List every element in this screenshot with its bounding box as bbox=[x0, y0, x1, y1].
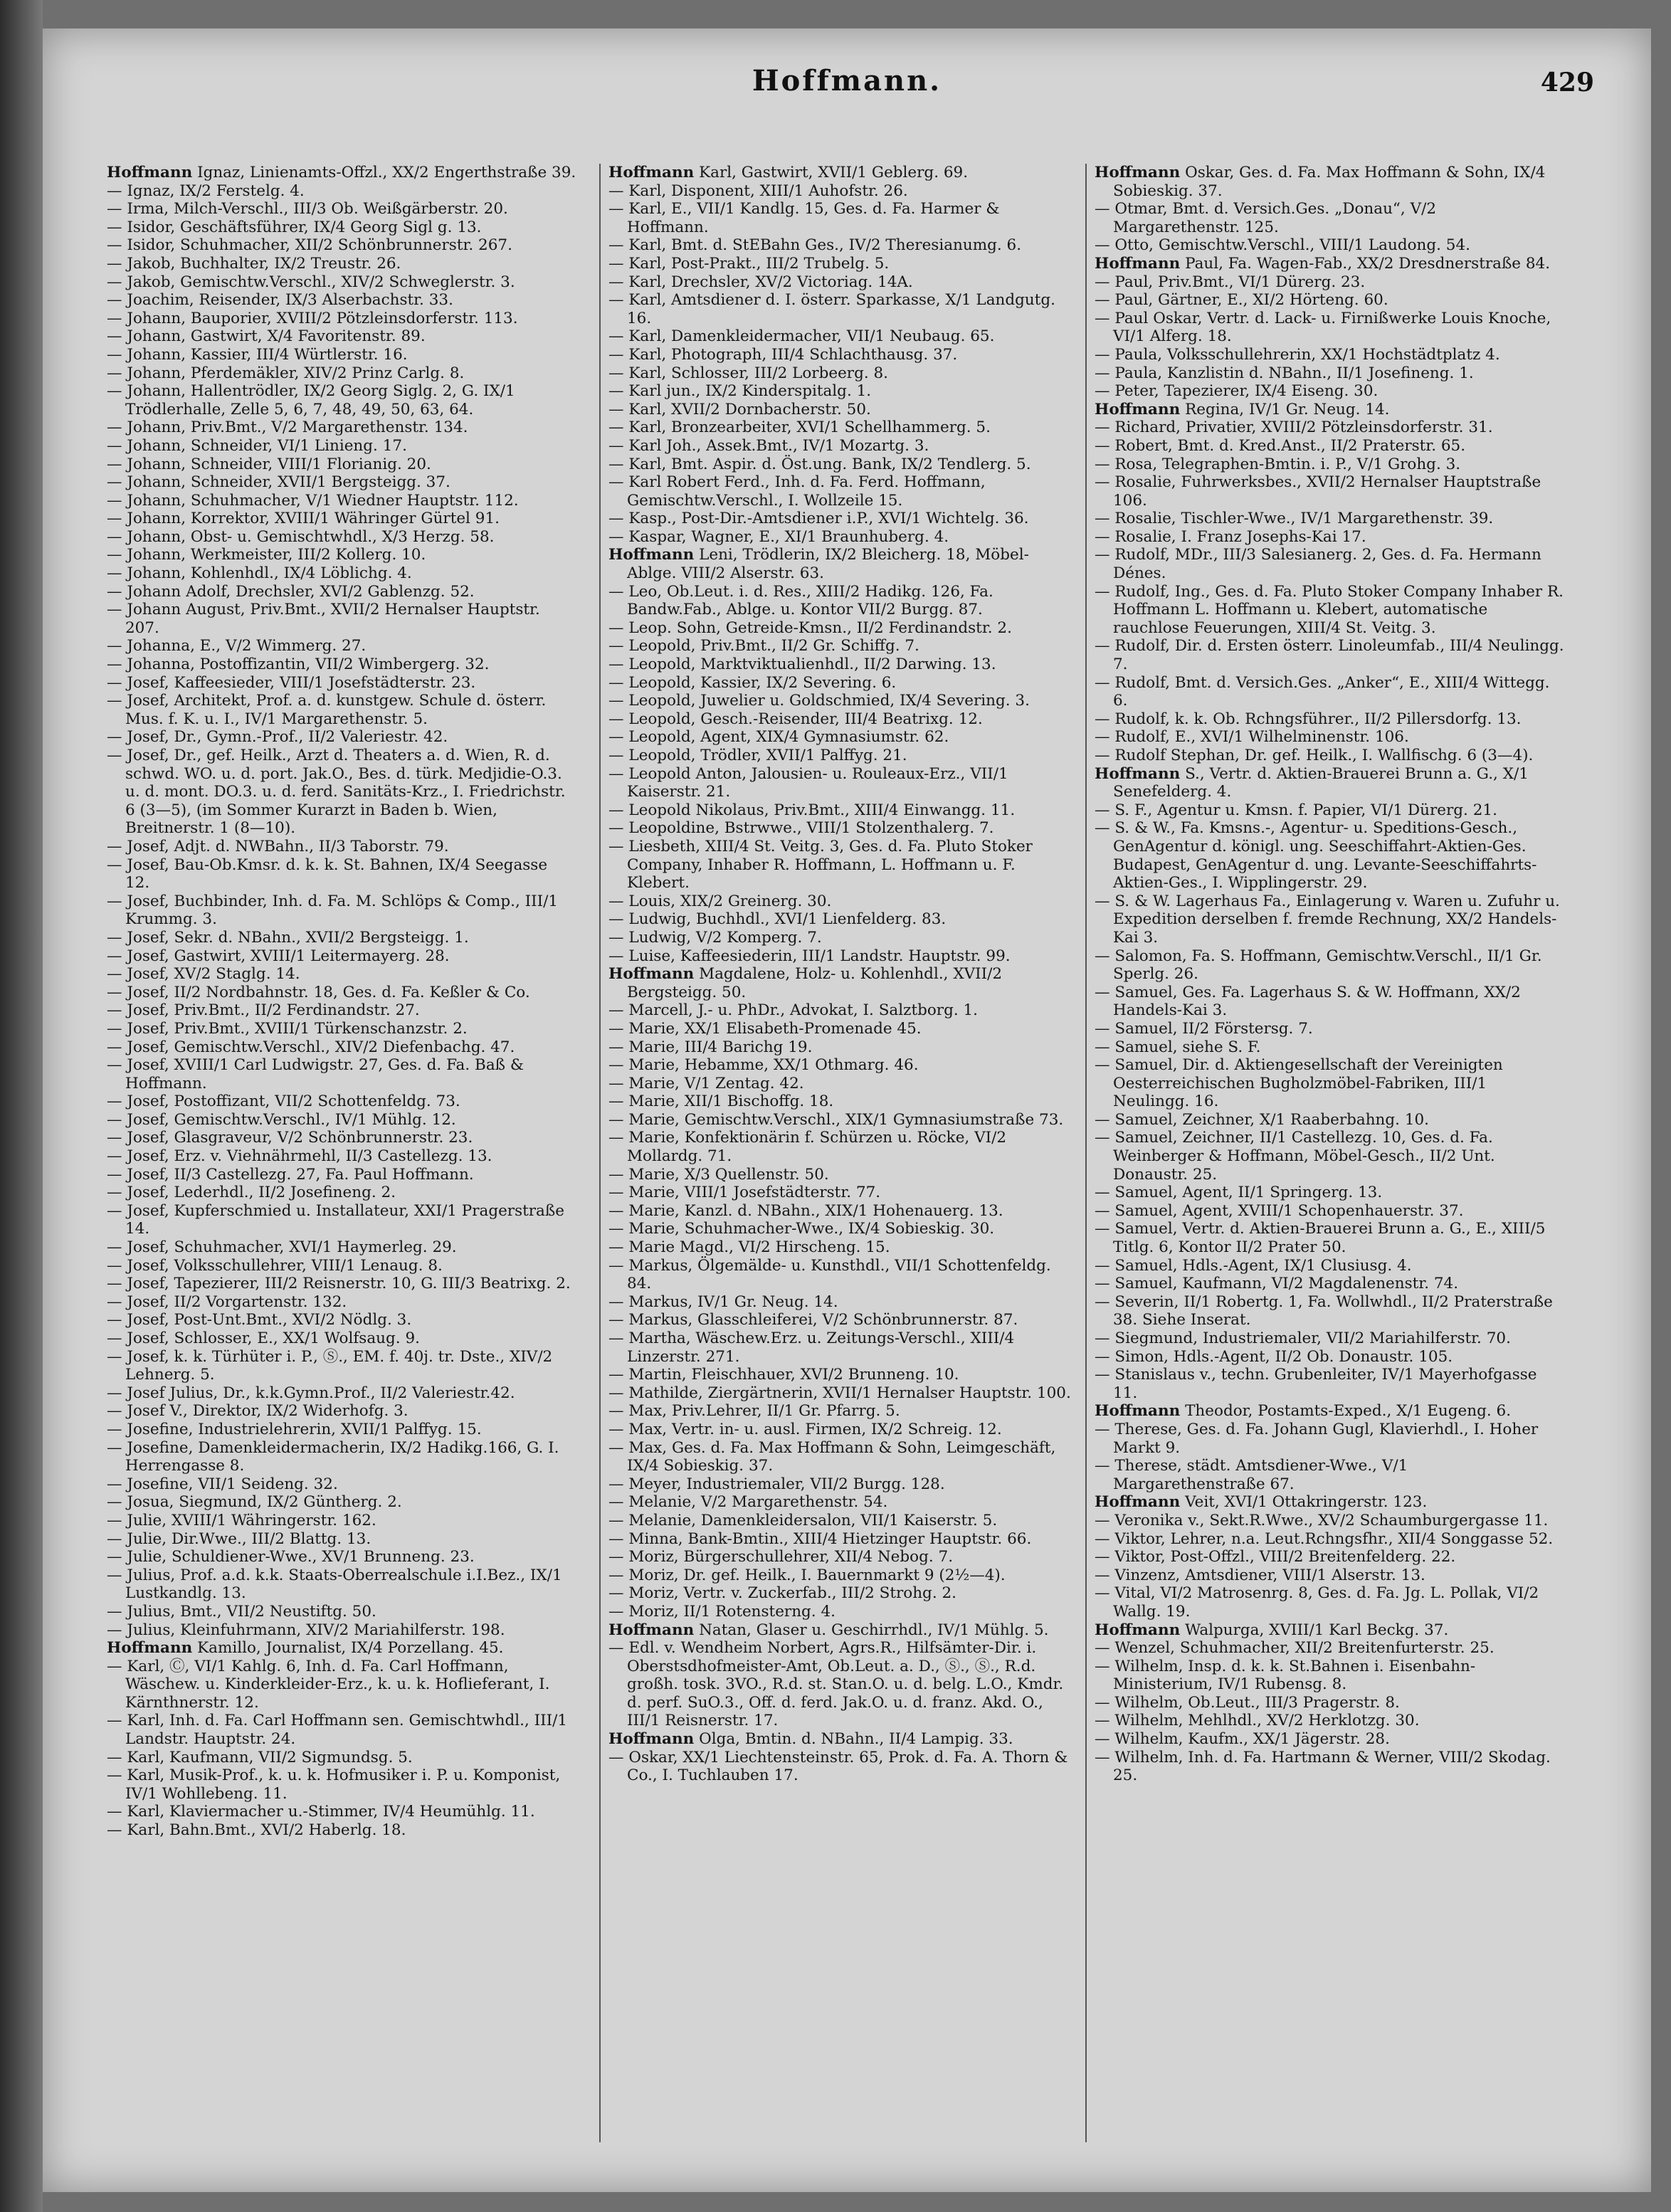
directory-entry: — Johanna, E., V/2 Wimmerg. 27. bbox=[107, 637, 367, 655]
directory-entry: — Samuel, Ges. Fa. Lagerhaus S. & W. Hoffmann, XX/2 Handels-Kai 3. bbox=[1095, 983, 1521, 1020]
directory-entry: — Josef, Volksschullehrer, VIII/1 Lenaug. 8. bbox=[107, 1256, 443, 1275]
directory-entry: — Marie Magd., VI/2 Hirscheng. 15. bbox=[608, 1238, 890, 1257]
directory-entry: — Marcell, J.- u. PhDr., Advokat, I. Salztborg. 1. bbox=[608, 1001, 979, 1020]
directory-entry: — Josef, Gastwirt, XVIII/1 Leitermayerg. 28. bbox=[107, 947, 450, 965]
directory-entry: — Josef, Kaffeesieder, VIII/1 Josefstädterstr. 23. bbox=[107, 673, 476, 692]
directory-entry: — Meyer, Industriemaler, VII/2 Burgg. 128. bbox=[608, 1475, 945, 1493]
directory-entry: — Kaspar, Wagner, E., XI/1 Braunhuberg. 4. bbox=[608, 527, 949, 546]
directory-entry: Hoffmann S., Vertr. d. Aktien-Brauerei Brunn a. G., X/1 Senefelderg. 4. bbox=[1095, 764, 1529, 801]
directory-entry: — Johann Adolf, Drechsler, XVI/2 Gablenzg. 52. bbox=[107, 582, 475, 601]
directory-entry: — Leop. Sohn, Getreide-Kmsn., II/2 Ferdinandstr. 2. bbox=[608, 618, 1012, 637]
directory-entry: — Simon, Hdls.-Agent, II/2 Ob. Donaustr. 105. bbox=[1095, 1347, 1453, 1366]
directory-entry: — Johann, Priv.Bmt., V/2 Margarethenstr. 134. bbox=[107, 418, 468, 437]
directory-entry: — Johann, Korrektor, XVIII/1 Währinger Gürtel 91. bbox=[107, 510, 500, 528]
directory-entry: — Paula, Volksschullehrerin, XX/1 Hochstädtplatz 4. bbox=[1095, 345, 1500, 364]
directory-entry: — Samuel, Agent, II/1 Springerg. 13. bbox=[1095, 1184, 1383, 1202]
directory-entry: Hoffmann Leni, Trödlerin, IX/2 Bleicherg. 18, Möbel-Ablge. VIII/2 Alserstr. 63. bbox=[608, 546, 1029, 583]
directory-entry: — Johann, Bauporier, XVIII/2 Pötzleinsdorferstr. 113. bbox=[107, 309, 518, 327]
directory-entry: — Wilhelm, Mehlhdl., XV/2 Herklotzg. 30. bbox=[1095, 1712, 1420, 1730]
directory-entry: — Liesbeth, XIII/4 St. Veitg. 3, Ges. d. Fa. Pluto Stoker Company, Inhaber R. Hoffmann, L. Hoffmann u. F. Klebert. bbox=[608, 837, 1033, 892]
directory-entry: — Julie, Schuldiener-Wwe., XV/1 Brunneng. 23. bbox=[107, 1548, 475, 1566]
directory-entry: — Josef, Tapezierer, III/2 Reisnerstr. 10, G. III/3 Beatrixg. 2. bbox=[107, 1275, 571, 1293]
directory-entry: — Paul, Priv.Bmt., VI/1 Dürerg. 23. bbox=[1095, 273, 1366, 291]
directory-entry: — Markus, IV/1 Gr. Neug. 14. bbox=[608, 1292, 838, 1311]
directory-entry: — Josef, Bau-Ob.Kmsr. d. k. k. St. Bahnen, IX/4 Seegasse 12. bbox=[107, 855, 548, 892]
directory-entry: — Josef, XV/2 Staglg. 14. bbox=[107, 965, 300, 984]
directory-entry: — Josef Julius, Dr., k.k.Gymn.Prof., II/2 Valeriestr.42. bbox=[107, 1384, 515, 1402]
directory-entry: — Josefine, Damenkleidermacherin, IX/2 Hadikg.166, G. I. Herrengasse 8. bbox=[107, 1438, 559, 1475]
directory-entry: — Moriz, Bürgerschullehrer, XII/4 Nebog. 7. bbox=[608, 1548, 954, 1566]
directory-entry: — Josef, Kupferschmied u. Installateur, XXI/1 Pragerstraße 14. bbox=[107, 1201, 564, 1238]
directory-entry: — Karl, Ⓒ, VI/1 Kahlg. 6, Inh. d. Fa. Carl Hoffmann, Wäschew. u. Kinderkleider-Erz., k. u. k. Hoflieferant, I. Kärnthnerstr. 12. bbox=[107, 1657, 550, 1712]
directory-entry: Hoffmann Veit, XVI/1 Ottakringerstr. 123. bbox=[1095, 1493, 1428, 1512]
column-right bbox=[1095, 164, 1564, 1785]
directory-entry: — Samuel, Zeichner, X/1 Raaberbahng. 10. bbox=[1095, 1110, 1430, 1129]
directory-entry: — Ludwig, Buchhdl., XVI/1 Lienfelderg. 83. bbox=[608, 910, 947, 929]
directory-entry: — Max, Vertr. in- u. ausl. Firmen, IX/2 Schreig. 12. bbox=[608, 1420, 1002, 1438]
directory-entry: — Johann, Kassier, III/4 Würtlerstr. 16. bbox=[107, 345, 408, 364]
directory-entry: — Leopold, Juwelier u. Goldschmied, IX/4 Severing. 3. bbox=[608, 692, 1030, 710]
page-title: Hoffmann. bbox=[752, 64, 942, 98]
directory-entry: — Isidor, Geschäftsführer, IX/4 Georg Sigl g. 13. bbox=[107, 218, 482, 236]
directory-entry: — Leopold, Marktviktualienhdl., II/2 Darwing. 13. bbox=[608, 655, 996, 674]
directory-entry: — Leo, Ob.Leut. i. d. Res., XIII/2 Hadikg. 126, Fa. Bandw.Fab., Ablge. u. Kontor VII/2 Burgg. 87. bbox=[608, 582, 993, 619]
directory-entry: Hoffmann Paul, Fa. Wagen-Fab., XX/2 Dresdnerstraße 84. bbox=[1095, 254, 1551, 273]
directory-entry: — Samuel, Agent, XVIII/1 Schopenhauerstr. 37. bbox=[1095, 1201, 1464, 1220]
directory-entry: — Leopold, Agent, XIX/4 Gymnasiumstr. 62. bbox=[608, 728, 949, 747]
directory-entry: — Julius, Prof. a.d. k.k. Staats-Oberrealschule i.I.Bez., IX/1 Lustkandlg. 13. bbox=[107, 1566, 562, 1603]
directory-entry: — Peter, Tapezierer, IX/4 Eiseng. 30. bbox=[1095, 382, 1379, 401]
directory-entry: — Karl, Photograph, III/4 Schlachthausg. 37. bbox=[608, 345, 958, 364]
directory-entry: — Therese, Ges. d. Fa. Johann Gugl, Klavierhdl., I. Hoher Markt 9. bbox=[1095, 1420, 1539, 1457]
directory-entry: — Marie, Schuhmacher-Wwe., IX/4 Sobieskig. 30. bbox=[608, 1220, 995, 1238]
directory-entry: — Karl, Bmt. d. StEBahn Ges., IV/2 Theresianumg. 6. bbox=[608, 236, 1022, 255]
directory-entry: — Wilhelm, Inh. d. Fa. Hartmann & Werner, VIII/2 Skodag. 25. bbox=[1095, 1748, 1551, 1785]
directory-entry: — Karl, XVII/2 Dornbacherstr. 50. bbox=[608, 400, 871, 418]
directory-entry: — Karl, Bronzearbeiter, XVI/1 Schellhammerg. 5. bbox=[608, 418, 991, 437]
directory-entry: — Josef V., Direktor, IX/2 Widerhofg. 3. bbox=[107, 1402, 408, 1421]
directory-entry: — Marie, X/3 Quellenstr. 50. bbox=[608, 1165, 829, 1184]
directory-entry: — Johann, Schneider, VIII/1 Florianig. 20. bbox=[107, 455, 431, 473]
directory-entry: — Marie, III/4 Barichg 19. bbox=[608, 1038, 813, 1056]
directory-entry: — Paul, Gärtner, E., XI/2 Hörteng. 60. bbox=[1095, 291, 1388, 310]
directory-entry: — Josua, Siegmund, IX/2 Güntherg. 2. bbox=[107, 1493, 402, 1512]
directory-entry: — Louis, XIX/2 Greinerg. 30. bbox=[608, 892, 832, 910]
directory-entry: — Wilhelm, Insp. d. k. k. St.Bahnen i. Eisenbahn-Ministerium, IV/1 Rubensg. 8. bbox=[1095, 1657, 1476, 1694]
directory-entry: — Karl, Disponent, XIII/1 Auhofstr. 26. bbox=[608, 181, 908, 200]
directory-entry: — Vinzenz, Amtsdiener, VIII/1 Alserstr. 13. bbox=[1095, 1566, 1425, 1584]
directory-entry: — Jakob, Buchhalter, IX/2 Treustr. 26. bbox=[107, 254, 401, 273]
directory-entry: — Leopold, Kassier, IX/2 Severing. 6. bbox=[608, 673, 897, 692]
directory-entry: Hoffmann Ignaz, Linienamts-Offzl., XX/2 Engerthstraße 39. bbox=[107, 164, 576, 181]
directory-entry: — Josef, Glasgraveur, V/2 Schönbrunnerstr. 23. bbox=[107, 1129, 473, 1147]
directory-entry: — Rosa, Telegraphen-Bmtin. i. P., V/1 Grohg. 3. bbox=[1095, 455, 1461, 473]
directory-entry: — Rudolf, Dir. d. Ersten österr. Linoleumfab., III/4 Neulingg. 7. bbox=[1095, 637, 1564, 674]
directory-entry: — Johann, Schneider, VI/1 Linieng. 17. bbox=[107, 436, 407, 455]
directory-entry: — Josef, Post-Unt.Bmt., XVI/2 Nödlg. 3. bbox=[107, 1311, 412, 1329]
directory-entry: — Johann, Obst- u. Gemischtwhdl., X/3 Herzg. 58. bbox=[107, 527, 495, 546]
directory-entry: Hoffmann Magdalene, Holz- u. Kohlenhdl., XVII/2 Bergsteigg. 50. bbox=[608, 965, 1003, 1001]
directory-entry: — Rosalie, I. Franz Josephs-Kai 17. bbox=[1095, 527, 1366, 546]
directory-entry: — Marie, Gemischtw.Verschl., XIX/1 Gymnasiumstraße 73. bbox=[608, 1110, 1064, 1129]
directory-entry: — Ignaz, IX/2 Ferstelg. 4. bbox=[107, 181, 305, 200]
directory-entry: — Markus, Ölgemälde- u. Kunsthdl., VII/1 Schottenfeldg. 84. bbox=[608, 1256, 1051, 1293]
directory-entry: — Martha, Wäschew.Erz. u. Zeitungs-Verschl., XIII/4 Linzerstr. 271. bbox=[608, 1329, 1015, 1366]
directory-entry: — Karl Robert Ferd., Inh. d. Fa. Ferd. Hoffmann, Gemischtw.Verschl., I. Wollzeile 15. bbox=[608, 473, 986, 510]
directory-entry: — Samuel, siehe S. F. bbox=[1095, 1038, 1261, 1056]
directory-entry: — Josef, II/2 Nordbahnstr. 18, Ges. d. Fa. Keßler & Co. bbox=[107, 983, 530, 1001]
directory-entry: — Karl, Schlosser, III/2 Lorbeerg. 8. bbox=[608, 364, 889, 382]
directory-entry: — Marie, XII/1 Bischoffg. 18. bbox=[608, 1092, 834, 1111]
directory-entry: — Samuel, Zeichner, II/1 Castellezg. 10, Ges. d. Fa. Weinberger & Hoffmann, Möbel-Gesch., II/2 Unt. Donaustr. 25. bbox=[1095, 1129, 1495, 1184]
directory-entry: — Moriz, II/1 Rotensterng. 4. bbox=[608, 1602, 836, 1621]
directory-entry: — Marie, V/1 Zentag. 42. bbox=[608, 1074, 804, 1092]
directory-entry: — Josef, Sekr. d. NBahn., XVII/2 Bergsteigg. 1. bbox=[107, 928, 469, 947]
directory-entry: — Otto, Gemischtw.Verschl., VIII/1 Laudong. 54. bbox=[1095, 236, 1470, 255]
directory-entry: — Vital, VI/2 Matrosenrg. 8, Ges. d. Fa. Jg. L. Pollak, VI/2 Wallg. 19. bbox=[1095, 1584, 1539, 1621]
directory-entry: — Rudolf, k. k. Ob. Rchngsführer., II/2 Pillersdorfg. 13. bbox=[1095, 710, 1522, 728]
directory-entry: Hoffmann Theodor, Postamts-Exped., X/1 Eugeng. 6. bbox=[1095, 1402, 1512, 1421]
directory-entry: — Johann, Schuhmacher, V/1 Wiedner Hauptstr. 112. bbox=[107, 491, 519, 510]
directory-entry: — Josef, Architekt, Prof. a. d. kunstgew. Schule d. österr. Mus. f. K. u. I., IV/1 Margarethenstr. 5. bbox=[107, 692, 547, 728]
directory-entry: — Karl, Drechsler, XV/2 Victoriag. 14A. bbox=[608, 273, 913, 291]
directory-entry: — Melanie, V/2 Margarethenstr. 54. bbox=[608, 1493, 888, 1512]
directory-entry: — Johann, Schneider, XVII/1 Bergsteigg. 37. bbox=[107, 473, 450, 492]
directory-entry: — Viktor, Post-Offzl., VIII/2 Breitenfelderg. 22. bbox=[1095, 1548, 1456, 1566]
directory-entry: — Jakob, Gemischtw.Verschl., XIV/2 Schweglerstr. 3. bbox=[107, 273, 515, 291]
directory-entry: Hoffmann Walpurga, XVIII/1 Karl Beckg. 37. bbox=[1095, 1621, 1449, 1639]
directory-entry: — Mathilde, Ziergärtnerin, XVII/1 Hernalser Hauptstr. 100. bbox=[608, 1384, 1071, 1402]
directory-entry: — Marie, Konfektionärin f. Schürzen u. Röcke, VI/2 Mollardg. 71. bbox=[608, 1129, 1007, 1166]
directory-entry: — Robert, Bmt. d. Kred.Anst., II/2 Praterstr. 65. bbox=[1095, 436, 1466, 455]
directory-entry: — Salomon, Fa. S. Hoffmann, Gemischtw.Verschl., II/1 Gr. Sperlg. 26. bbox=[1095, 947, 1542, 984]
directory-entry: — Karl, Inh. d. Fa. Carl Hoffmann sen. Gemischtwhdl., III/1 Landstr. Hauptstr. 24. bbox=[107, 1712, 568, 1749]
directory-entry: — Luise, Kaffeesiederin, III/1 Landstr. Hauptstr. 99. bbox=[608, 947, 1011, 965]
column-divider bbox=[599, 164, 601, 2142]
directory-entry: — Karl Joh., Assek.Bmt., IV/1 Mozartg. 3. bbox=[608, 436, 929, 455]
directory-entry: — Edl. v. Wendheim Norbert, Agrs.R., Hilfsämter-Dir. i. Oberstsdhofmeister-Amt, Ob.Leut. a. D., Ⓢ., Ⓢ., R.d. großh. tosk. 3VO., R.d. st. Stan.O. u. d. belg. L.O., Kmdr. d. perf. SuO.3., Off. d. ferd. Jak.O. u. d. franz. Akd. O., III/1 Reisnerstr. 17. bbox=[608, 1639, 1064, 1730]
directory-entry: — Johann, Hallentrödler, IX/2 Georg Siglg. 2, G. IX/1 Trödlerhalle, Zelle 5, 6, 7, 48, 49, 50, 63, 64. bbox=[107, 382, 515, 418]
directory-entry: — Moriz, Dr. gef. Heilk., I. Bauernmarkt 9 (2½—4). bbox=[608, 1566, 1006, 1584]
directory-entry: — Josef, XVIII/1 Carl Ludwigstr. 27, Ges. d. Fa. Baß & Hoffmann. bbox=[107, 1056, 524, 1092]
directory-entry: — Paula, Kanzlistin d. NBahn., II/1 Josefineng. 1. bbox=[1095, 364, 1474, 382]
directory-entry: — Wilhelm, Ob.Leut., III/3 Pragerstr. 8. bbox=[1095, 1693, 1400, 1712]
directory-entry: — Karl, E., VII/1 Kandlg. 15, Ges. d. Fa. Harmer & Hoffmann. bbox=[608, 200, 1000, 236]
directory-entry: — Wilhelm, Kaufm., XX/1 Jägerstr. 28. bbox=[1095, 1730, 1390, 1749]
directory-entry: — Karl, Kaufmann, VII/2 Sigmundsg. 5. bbox=[107, 1748, 413, 1766]
directory-entry: — Oskar, XX/1 Liechtensteinstr. 65, Prok. d. Fa. A. Thorn & Co., I. Tuchlauben 17. bbox=[608, 1748, 1068, 1785]
directory-entry: — Karl, Musik-Prof., k. u. k. Hofmusiker i. P. u. Komponist, IV/1 Wohllebeng. 11. bbox=[107, 1766, 561, 1803]
directory-entry: — Karl, Amtsdiener d. I. österr. Sparkasse, X/1 Landgutg. 16. bbox=[608, 291, 1055, 327]
directory-entry: — Johann, Gastwirt, X/4 Favoritenstr. 89. bbox=[107, 327, 426, 346]
column-middle bbox=[608, 164, 1078, 1785]
page-number: 429 bbox=[1540, 68, 1594, 98]
directory-entry: — Josef, Postoffizant, VII/2 Schottenfeldg. 73. bbox=[107, 1092, 460, 1111]
directory-entry: — Josef, Gemischtw.Verschl., IV/1 Mühlg. 12. bbox=[107, 1110, 456, 1129]
directory-entry: — Karl, Bmt. Aspir. d. Öst.ung. Bank, IX/2 Tendlerg. 5. bbox=[608, 455, 1031, 473]
directory-entry: — Johanna, Postoffizantin, VII/2 Wimbergerg. 32. bbox=[107, 655, 490, 674]
directory-entry: — Samuel, II/2 Förstersg. 7. bbox=[1095, 1019, 1313, 1038]
directory-entry: — Leopold, Priv.Bmt., II/2 Gr. Schiffg. 7. bbox=[608, 637, 919, 655]
directory-entry: — Josef, Dr., gef. Heilk., Arzt d. Theaters a. d. Wien, R. d. schwd. WO. u. d. port. Jak.O., Bes. d. türk. Medjidie-O.3. u. d. mont. DO.3. u. d. ferd. Sanitäts-Krz., I. Friedrichstr. 6 (3—5), (im Sommer Kurarzt in Baden b. Wien, Breitnerstr. 1 (8—10). bbox=[107, 747, 566, 838]
directory-entry: — Marie, VIII/1 Josefstädterstr. 77. bbox=[608, 1184, 881, 1202]
directory-entry: — Karl, Bahn.Bmt., XVI/2 Haberlg. 18. bbox=[107, 1821, 406, 1840]
directory-entry: — Josef, Buchbinder, Inh. d. Fa. M. Schlöps & Comp., III/1 Krummg. 3. bbox=[107, 892, 559, 929]
directory-entry: — Johann, Pferdemäkler, XIV/2 Prinz Carlg. 8. bbox=[107, 364, 465, 382]
directory-entry: — Kasp., Post-Dir.-Amtsdiener i.P., XVI/1 Wichtelg. 36. bbox=[608, 510, 1029, 528]
directory-entry: — Julius, Kleinfuhrmann, XIV/2 Mariahilferstr. 198. bbox=[107, 1621, 505, 1639]
directory-entry: — Julius, Bmt., VII/2 Neustiftg. 50. bbox=[107, 1602, 376, 1621]
directory-entry: — Karl, Damenkleidermacher, VII/1 Neubaug. 65. bbox=[608, 327, 995, 346]
directory-entry: — Therese, städt. Amtsdiener-Wwe., V/1 Margarethenstraße 67. bbox=[1095, 1457, 1408, 1493]
column-divider bbox=[1085, 164, 1087, 2142]
directory-entry: — Samuel, Kaufmann, VI/2 Magdalenenstr. 74. bbox=[1095, 1275, 1459, 1293]
directory-entry: — Minna, Bank-Bmtin., XIII/4 Hietzinger Hauptstr. 66. bbox=[608, 1529, 1032, 1548]
directory-entry: — Max, Ges. d. Fa. Max Hoffmann & Sohn, Leimgeschäft, IX/4 Sobieskig. 37. bbox=[608, 1438, 1056, 1475]
directory-entry: — Severin, II/1 Robertg. 1, Fa. Wollwhdl., II/2 Praterstraße 38. Siehe Inserat. bbox=[1095, 1292, 1553, 1329]
directory-entry: — Martin, Fleischhauer, XVI/2 Brunneng. 10. bbox=[608, 1366, 959, 1384]
directory-entry: — Leopold, Gesch.-Reisender, III/4 Beatrixg. 12. bbox=[608, 710, 983, 728]
directory-entry: — Samuel, Dir. d. Aktiengesellschaft der Vereinigten Oesterreichischen Bugholzmöbel-Fabriken, III/1 Neulingg. 16. bbox=[1095, 1056, 1503, 1111]
directory-entry: — Melanie, Damenkleidersalon, VII/1 Kaiserstr. 5. bbox=[608, 1511, 998, 1529]
directory-entry: — Ludwig, V/2 Komperg. 7. bbox=[608, 928, 822, 947]
directory-entry: — Rosalie, Fuhrwerksbes., XVII/2 Hernalser Hauptstraße 106. bbox=[1095, 473, 1541, 510]
directory-entry: — Julie, XVIII/1 Währingerstr. 162. bbox=[107, 1511, 376, 1529]
directory-entry: — Samuel, Vertr. d. Aktien-Brauerei Brunn a. G., E., XIII/5 Titlg. 6, Kontor II/2 Prater 50. bbox=[1095, 1220, 1546, 1257]
directory-entry: — Josef, Schuhmacher, XVI/1 Haymerleg. 29. bbox=[107, 1238, 457, 1257]
directory-entry: — Josef, k. k. Türhüter i. P., Ⓢ., EM. f. 40j. tr. Dste., XIV/2 Lehnerg. 5. bbox=[107, 1347, 553, 1384]
directory-entry: — Rudolf, E., XVI/1 Wilhelminenstr. 106. bbox=[1095, 728, 1409, 747]
directory-entry: — Johann, Kohlenhdl., IX/4 Löblichg. 4. bbox=[107, 564, 412, 583]
directory-entry: — Josef, Lederhdl., II/2 Josefineng. 2. bbox=[107, 1184, 396, 1202]
directory-entry: — Josefine, Industrielehrerin, XVII/1 Palffyg. 15. bbox=[107, 1420, 482, 1438]
directory-entry: — Marie, Hebamme, XX/1 Othmarg. 46. bbox=[608, 1056, 919, 1075]
directory-entry: — Richard, Privatier, XVIII/2 Pötzleinsdorferstr. 31. bbox=[1095, 418, 1493, 437]
directory-entry: — Paul Oskar, Vertr. d. Lack- u. Firnißwerke Louis Knoche, VI/1 Alferg. 18. bbox=[1095, 309, 1551, 346]
directory-entry: Hoffmann Regina, IV/1 Gr. Neug. 14. bbox=[1095, 400, 1390, 418]
directory-entry: — Siegmund, Industriemaler, VII/2 Mariahilferstr. 70. bbox=[1095, 1329, 1511, 1347]
directory-entry: — Karl, Post-Prakt., III/2 Trubelg. 5. bbox=[608, 254, 890, 273]
directory-entry: — Rudolf Stephan, Dr. gef. Heilk., I. Wallfischg. 6 (3—4). bbox=[1095, 747, 1534, 764]
directory-entry: — Stanislaus v., techn. Grubenleiter, IV/1 Mayerhofgasse 11. bbox=[1095, 1366, 1537, 1402]
directory-entry: Hoffmann Kamillo, Journalist, IX/4 Porzellang. 45. bbox=[107, 1639, 504, 1658]
directory-entry: — Isidor, Schuhmacher, XII/2 Schönbrunnerstr. 267. bbox=[107, 236, 512, 255]
directory-entry: — S. & W. Lagerhaus Fa., Einlagerung v. Waren u. Zufuhr u. Expedition derselben f. fremde Rechnung, XX/2 Handels-Kai 3. bbox=[1095, 892, 1560, 947]
directory-entry: — Josef, Gemischtw.Verschl., XIV/2 Diefenbachg. 47. bbox=[107, 1038, 515, 1056]
directory-entry: — Wenzel, Schuhmacher, XII/2 Breitenfurterstr. 25. bbox=[1095, 1639, 1495, 1658]
directory-entry: — Josef, Erz. v. Viehnährmehl, II/3 Castellezg. 13. bbox=[107, 1147, 492, 1166]
book-binding bbox=[0, 0, 43, 2212]
directory-entry: — Irma, Milch-Verschl., III/3 Ob. Weißgärberstr. 20. bbox=[107, 200, 508, 218]
directory-entry: — Josef, Schlosser, E., XX/1 Wolfsaug. 9. bbox=[107, 1329, 420, 1347]
directory-entry: — Viktor, Lehrer, n.a. Leut.Rchngsfhr., XII/4 Songgasse 52. bbox=[1095, 1529, 1554, 1548]
directory-entry: — Julie, Dir.Wwe., III/2 Blattg. 13. bbox=[107, 1529, 371, 1548]
directory-entry: — Johann, Werkmeister, III/2 Kollerg. 10. bbox=[107, 546, 426, 564]
directory-entry: Hoffmann Natan, Glaser u. Geschirrhdl., IV/1 Mühlg. 5. bbox=[608, 1621, 1049, 1639]
directory-entry: — Josefine, VII/1 Seideng. 32. bbox=[107, 1475, 338, 1493]
directory-entry: Hoffmann Karl, Gastwirt, XVII/1 Geblerg. 69. bbox=[608, 164, 969, 181]
directory-entry: — Otmar, Bmt. d. Versich.Ges. „Donau“, V/2 Margarethenstr. 125. bbox=[1095, 200, 1437, 236]
column-left bbox=[107, 164, 576, 1840]
directory-entry: — Josef, Adjt. d. NWBahn., II/3 Taborstr. 79. bbox=[107, 837, 449, 855]
directory-entry: — Josef, II/3 Castellezg. 27, Fa. Paul Hoffmann. bbox=[107, 1165, 474, 1184]
directory-entry: — Josef, II/2 Vorgartenstr. 132. bbox=[107, 1292, 347, 1311]
directory-entry: — Karl, Klaviermacher u.-Stimmer, IV/4 Heumühlg. 11. bbox=[107, 1803, 535, 1821]
directory-entry: — Josef, Priv.Bmt., II/2 Ferdinandstr. 27. bbox=[107, 1001, 420, 1020]
directory-entry: — S. F., Agentur u. Kmsn. f. Papier, VI/1 Dürerg. 21. bbox=[1095, 801, 1497, 819]
directory-entry: — S. & W., Fa. Kmsns.-, Agentur- u. Speditions-Gesch., GenAgentur d. königl. ung. Seeschiffahrt-Aktien-Ges. Budapest, GenAgentur d. ung. Levante-Seeschiffahrts-Aktien-Ges., I. Wipplingerstr. 29. bbox=[1095, 819, 1537, 892]
directory-entry: — Rudolf, Ing., Ges. d. Fa. Pluto Stoker Company Inhaber R. Hoffmann L. Hoffmann u. Klebert, automatische rauchlose Feuerungen, XIII/4 St. Veitg. 3. bbox=[1095, 582, 1564, 637]
directory-entry: — Karl jun., IX/2 Kinderspitalg. 1. bbox=[608, 382, 872, 401]
directory-entry: — Max, Priv.Lehrer, II/1 Gr. Pfarrg. 5. bbox=[608, 1402, 900, 1421]
directory-entry: — Marie, Kanzl. d. NBahn., XIX/1 Hohenauerg. 13. bbox=[608, 1201, 1003, 1220]
directory-entry: — Leopoldine, Bstrwwe., VIII/1 Stolzenthalerg. 7. bbox=[608, 819, 994, 838]
directory-entry: Hoffmann Olga, Bmtin. d. NBahn., II/4 Lampig. 33. bbox=[608, 1730, 1013, 1749]
directory-page bbox=[43, 28, 1651, 2192]
directory-entry: — Rudolf, MDr., III/3 Salesianerg. 2, Ges. d. Fa. Hermann Dénes. bbox=[1095, 546, 1541, 583]
directory-entry: — Leopold Nikolaus, Priv.Bmt., XIII/4 Einwangg. 11. bbox=[608, 801, 1016, 819]
directory-entry: — Rosalie, Tischler-Wwe., IV/1 Margarethenstr. 39. bbox=[1095, 510, 1494, 528]
directory-entry: — Joachim, Reisender, IX/3 Alserbachstr. 33. bbox=[107, 291, 453, 310]
directory-entry: — Moriz, Vertr. v. Zuckerfab., III/2 Strohg. 2. bbox=[608, 1584, 956, 1603]
directory-entry: — Leopold, Trödler, XVII/1 Palffyg. 21. bbox=[608, 747, 907, 764]
directory-entry: — Rudolf, Bmt. d. Versich.Ges. „Anker“, E., XIII/4 Wittegg. 6. bbox=[1095, 673, 1550, 710]
directory-entry: — Josef, Priv.Bmt., XVIII/1 Türkenschanzstr. 2. bbox=[107, 1019, 468, 1038]
directory-entry: — Marie, XX/1 Elisabeth-Promenade 45. bbox=[608, 1019, 922, 1038]
directory-entry: — Leopold Anton, Jalousien- u. Rouleaux-Erz., VII/1 Kaiserstr. 21. bbox=[608, 764, 1008, 801]
directory-entry: — Josef, Dr., Gymn.-Prof., II/2 Valeriestr. 42. bbox=[107, 728, 448, 747]
directory-entry: — Johann August, Priv.Bmt., XVII/2 Hernalser Hauptstr. 207. bbox=[107, 601, 540, 637]
directory-entry: — Veronika v., Sekt.R.Wwe., XV/2 Schaumburgergasse 11. bbox=[1095, 1511, 1549, 1529]
directory-entry: — Samuel, Hdls.-Agent, IX/1 Clusiusg. 4. bbox=[1095, 1256, 1412, 1275]
directory-entry: Hoffmann Oskar, Ges. d. Fa. Max Hoffmann & Sohn, IX/4 Sobieskig. 37. bbox=[1095, 164, 1546, 200]
directory-entry: — Markus, Glasschleiferei, V/2 Schönbrunnerstr. 87. bbox=[608, 1311, 1018, 1329]
